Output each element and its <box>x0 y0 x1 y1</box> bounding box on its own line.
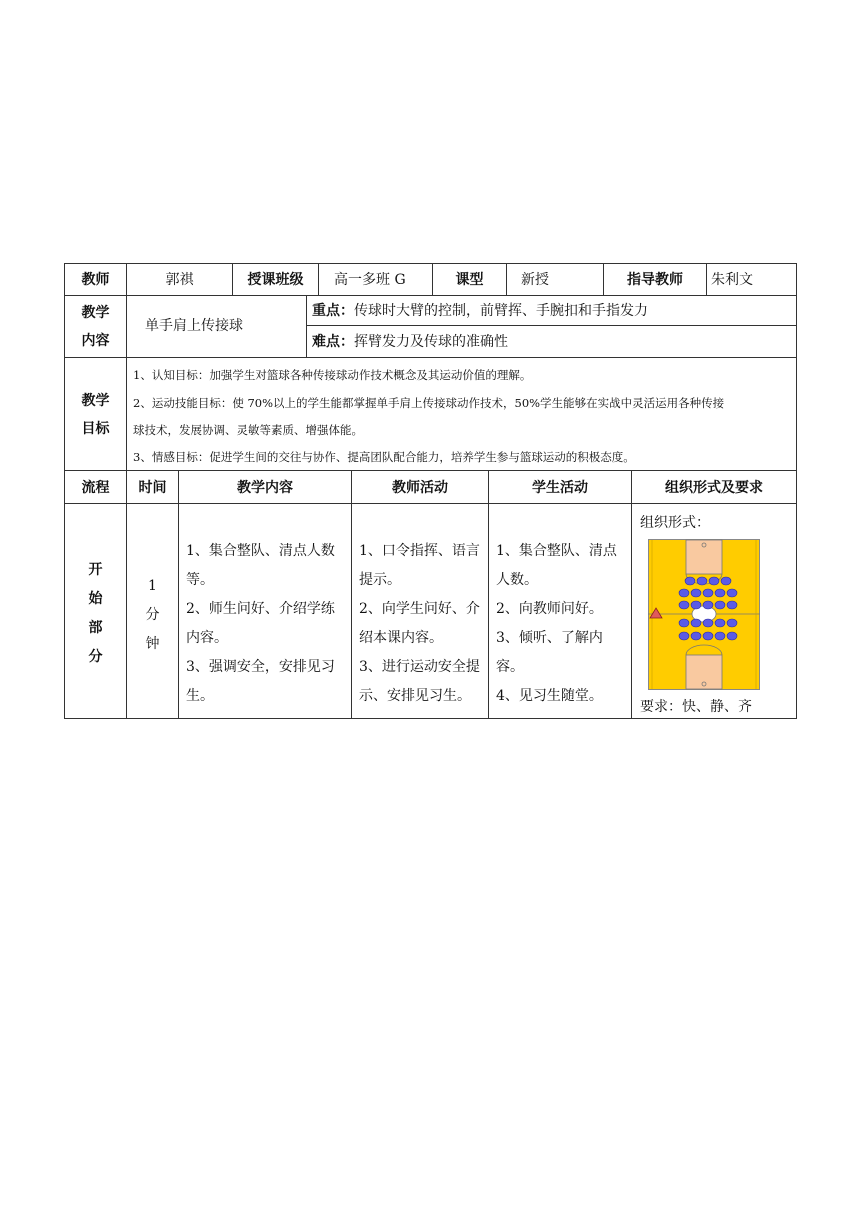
student-marker <box>691 619 701 627</box>
teacher-label: 教师 <box>81 272 110 288</box>
col-header-flow: 流程 <box>81 480 110 496</box>
student-activity-cell: 1、集合整队、清点 人数。 2、向教师问好。 3、倾听、了解内容。 4、见习生随堂。 <box>496 543 617 704</box>
lesson-type-value: 新授 <box>521 272 549 288</box>
col-divider <box>351 470 352 719</box>
advisor-label: 指导教师 <box>627 272 683 288</box>
content-cell: 1、集合整队、清点人数 等。 2、师生问好、介绍学练 内容。 3、强调安全，安排见习 生。 <box>186 543 335 704</box>
student-marker <box>727 632 737 640</box>
teacher-activity-cell: 1、口令指挥、语言 提示。 2、向学生问好、介 绍本课内容。 3、进行运动安全提 示、安排见习生。 <box>359 543 480 704</box>
student-marker <box>703 589 713 597</box>
class-name: 高一多班 G <box>334 272 406 288</box>
flow-cell: 开 始 部 分 <box>88 562 103 665</box>
student-marker <box>691 601 701 609</box>
student-marker <box>715 601 725 609</box>
difficulty-text: 挥臂发力及传球的准确性 <box>354 334 508 350</box>
student-marker <box>727 589 737 597</box>
col-divider <box>318 263 319 296</box>
student-marker <box>691 589 701 597</box>
time-cell: 1 分 钟 <box>145 578 160 652</box>
difficulty-point <box>312 332 508 352</box>
student-marker <box>679 619 689 627</box>
col-divider <box>631 470 632 719</box>
goal-cognitive: 1、认知目标：加强学生对篮球各种传接球动作技术概念及其运动价值的理解。 <box>133 368 532 382</box>
student-marker <box>679 632 689 640</box>
table-border-bottom <box>64 718 797 719</box>
student-marker <box>709 577 719 585</box>
organization-label: 组织形式： <box>640 515 710 531</box>
key-point <box>312 301 648 321</box>
col-header-teacher-activity: 教师活动 <box>392 480 448 496</box>
lesson-type-label: 课型 <box>455 272 484 288</box>
col-divider <box>306 295 307 358</box>
row-divider <box>64 470 797 471</box>
student-marker <box>685 577 695 585</box>
key-point-label: 重点： <box>312 303 354 319</box>
class-label: 授课班级 <box>247 272 304 288</box>
student-marker <box>703 619 713 627</box>
court-paint-top <box>686 540 722 574</box>
col-divider <box>488 470 489 719</box>
organization-requirement: 要求：快、静、齐 <box>640 699 752 715</box>
student-marker <box>703 632 713 640</box>
lesson-topic: 单手肩上传接球 <box>145 318 243 334</box>
row-divider <box>64 503 797 504</box>
student-marker <box>715 589 725 597</box>
col-divider <box>178 470 179 719</box>
col-divider <box>126 357 127 471</box>
col-header-student-activity: 学生活动 <box>532 480 588 496</box>
student-marker <box>721 577 731 585</box>
student-marker <box>727 601 737 609</box>
teacher-name: 郭祺 <box>165 272 194 288</box>
court-paint-bottom <box>686 655 722 689</box>
row-divider <box>64 295 797 296</box>
student-marker <box>691 632 701 640</box>
court-diagram <box>648 539 760 690</box>
col-divider <box>126 295 127 358</box>
teaching-content-label: 教学 内容 <box>81 305 110 349</box>
key-point-text: 传球时大臂的控制，前臂挥、手腕扣和手指发力 <box>354 303 648 319</box>
row-divider <box>306 325 797 326</box>
goal-affective: 3、情感目标：促进学生间的交往与协作、提高团队配合能力，培养学生参与篮球运动的积极态度。 <box>133 450 635 464</box>
table-border-right <box>796 263 797 719</box>
col-divider <box>506 263 507 296</box>
goal-skill-line2: 球技术，发展协调、灵敏等素质、增强体能。 <box>133 423 363 437</box>
col-header-content: 教学内容 <box>237 480 293 496</box>
teaching-goals-label: 教学 目标 <box>81 393 110 437</box>
goal-skill-line1: 2、运动技能目标：使 70%以上的学生能都掌握单手肩上传接球动作技术，50%学生能够在实战中灵活运用各种传接 <box>133 396 725 410</box>
student-marker <box>715 619 725 627</box>
student-marker <box>697 577 707 585</box>
row-divider <box>64 357 797 358</box>
table-border-top <box>64 263 797 264</box>
student-marker <box>703 601 713 609</box>
advisor-name: 朱利文 <box>711 272 753 288</box>
teacher-marker-icon <box>649 607 663 619</box>
difficulty-label: 难点： <box>312 334 354 350</box>
col-header-organization: 组织形式及要求 <box>665 480 763 496</box>
col-header-time: 时间 <box>138 480 167 496</box>
student-marker <box>679 601 689 609</box>
student-marker <box>679 589 689 597</box>
student-marker <box>715 632 725 640</box>
student-marker <box>727 619 737 627</box>
col-divider <box>706 263 707 296</box>
